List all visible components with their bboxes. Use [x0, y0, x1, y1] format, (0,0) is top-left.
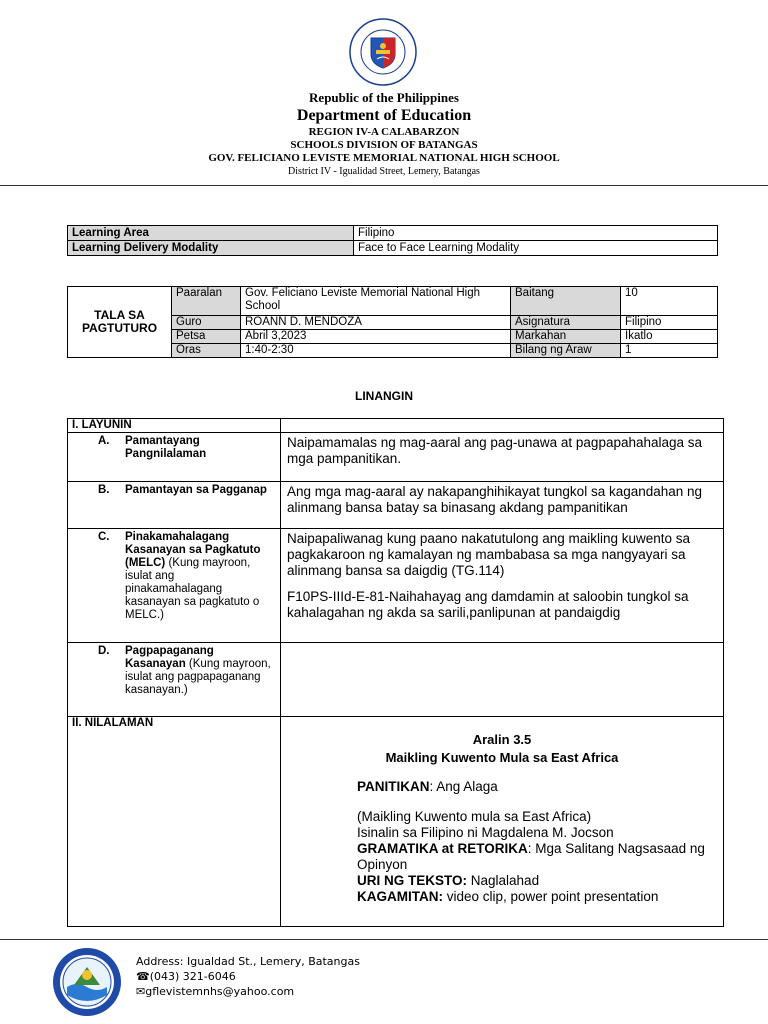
- pamantayang-pangnilalaman-content: Naipamamalas ng mag-aaral ang pag-unawa at pagpapahahalaga sa mga pampanitikan.: [281, 433, 724, 482]
- lesson-plan-table: [67, 418, 724, 927]
- petsa-label: Petsa: [172, 330, 241, 344]
- tala-table: [67, 286, 718, 358]
- markahan-label: Markahan: [511, 330, 621, 344]
- footer-email[interactable]: gflevistemnhs@yahoo.com: [145, 985, 295, 998]
- footer-phone: (043) 321-6046: [149, 970, 236, 983]
- nilalaman-heading: II. NILALAMAN: [68, 717, 281, 927]
- table-row: [68, 529, 724, 643]
- school-seal-logo: [52, 947, 122, 1017]
- footer-divider: [0, 939, 768, 940]
- header-divider: [0, 185, 768, 186]
- learning-area-value: Filipino: [354, 226, 718, 241]
- tala-title: TALA SA PAGTUTURO: [68, 287, 172, 358]
- baitang-value: 10: [621, 287, 718, 316]
- gramatika-value: : Mga Salitang Nagsasaad ng Opinyon: [357, 841, 705, 872]
- pamantayang-pangnilalaman-label: Pamantayang Pangnilalaman: [125, 435, 207, 460]
- markahan-value: Ikatlo: [621, 330, 718, 344]
- learning-area-table: [67, 225, 718, 256]
- modality-label: Learning Delivery Modality: [68, 241, 354, 256]
- district-text: District IV - Igualidad Street, Lemery, Batangas: [288, 166, 480, 177]
- table-row: [68, 419, 724, 433]
- linangin-heading: LINANGIN: [355, 389, 413, 403]
- footer-address: Address: Igualdad St., Lemery, Batangas: [136, 955, 360, 968]
- table-row: [68, 226, 718, 241]
- school-name: GOV. FELICIANO LEVISTE MEMORIAL NATIONAL HIGH SCHOOL: [208, 152, 560, 164]
- table-row: [68, 241, 718, 256]
- region-text: REGION IV-A CALABARZON: [308, 126, 460, 138]
- modality-value: Face to Face Learning Modality: [354, 241, 718, 256]
- pamantayan-sa-pagganap-label: Pamantayan sa Pagganap: [125, 484, 267, 496]
- asignatura-label: Asignatura: [511, 316, 621, 330]
- oras-label: Oras: [172, 344, 241, 358]
- aralin-title: Maikling Kuwento Mula sa East Africa: [385, 750, 619, 765]
- uri-value: Naglalahad: [467, 873, 540, 888]
- melc-content-2: F10PS-IIId-E-81-Naihahayag ang damdamin at saloobin tungkol sa kahalagahan ng akda sa sarili,panlipunan at pandaigdig: [287, 589, 689, 620]
- layunin-heading: I. LAYUNIN: [68, 419, 281, 433]
- guro-value: ROANN D. MENDOZA: [241, 316, 511, 330]
- division-text: SCHOOLS DIVISION OF BATANGAS: [290, 139, 478, 151]
- kagamitan-value: video clip, power point presentation: [442, 889, 659, 904]
- table-row: [68, 643, 724, 717]
- pagpapaganang-content: [281, 643, 724, 717]
- pagpapaganang-kasanayan-label: Pagpapaganang Kasanayan: [125, 645, 214, 670]
- bilang-value: 1: [621, 344, 718, 358]
- department-title: Department of Education: [296, 107, 472, 124]
- uri-label: URI NG TEKSTO:: [357, 873, 468, 888]
- melc-label: Pinakamahalagang Kasanayan sa Pagkatuto (MELC): [125, 531, 261, 569]
- gramatika-label: GRAMATIKA at RETORIKA: [357, 841, 528, 856]
- melc-content-1: Naipapaliwanag kung paano nakatutulong ang maikling kuwento sa pagkakaroon ng kamalayan ng mambabasa sa mga nangyayari sa alinmang bansa sa daigdig (TG.114): [287, 531, 691, 578]
- baitang-label: Baitang: [511, 287, 621, 316]
- learning-area-label: Learning Area: [68, 226, 354, 241]
- panitikan-label: PANITIKAN: [357, 779, 430, 794]
- panitikan-value: : Ang Alaga: [429, 779, 498, 794]
- kagamitan-label: KAGAMITAN:: [357, 889, 443, 904]
- pagpapaganang-note: (Kung mayroon, isulat ang pagpapaganang kasanayan.): [125, 658, 271, 696]
- oras-value: 1:40-2:30: [241, 344, 511, 358]
- item-letter: A.: [98, 435, 110, 447]
- table-row: [68, 482, 724, 529]
- source-line-2: Isinalin sa Filipino ni Magdalena M. Jocson: [357, 825, 614, 840]
- paaralan-label: Paaralan: [172, 287, 241, 316]
- item-letter: B.: [98, 484, 110, 496]
- bilang-label: Bilang ng Araw: [511, 344, 621, 358]
- item-letter: C.: [98, 531, 110, 543]
- petsa-value: Abril 3,2023: [241, 330, 511, 344]
- republic-text: Republic of the Philippines: [309, 90, 459, 105]
- guro-label: Guro: [172, 316, 241, 330]
- pamantayan-sa-pagganap-content: Ang mga mag-aaral ay nakapanghihikayat tungkol sa kagandahan ng alinmang bansa batay sa binasang akdang pampanitikan: [281, 482, 724, 529]
- aralin-number: Aralin 3.5: [472, 732, 532, 747]
- table-row: [68, 433, 724, 482]
- deped-seal-logo: [349, 18, 417, 86]
- table-row: [68, 717, 724, 927]
- mail-icon: ✉: [136, 985, 146, 998]
- phone-icon: ☎: [136, 970, 150, 983]
- table-row: [68, 287, 718, 316]
- paaralan-value: Gov. Feliciano Leviste Memorial National High School: [241, 287, 511, 316]
- item-letter: D.: [98, 645, 110, 657]
- asignatura-value: Filipino: [621, 316, 718, 330]
- melc-note: (Kung mayroon, isulat ang pinakamahalagang kasanayan sa pagkatuto o MELC.): [125, 557, 260, 621]
- source-line-1: (Maikling Kuwento mula sa East Africa): [357, 809, 592, 824]
